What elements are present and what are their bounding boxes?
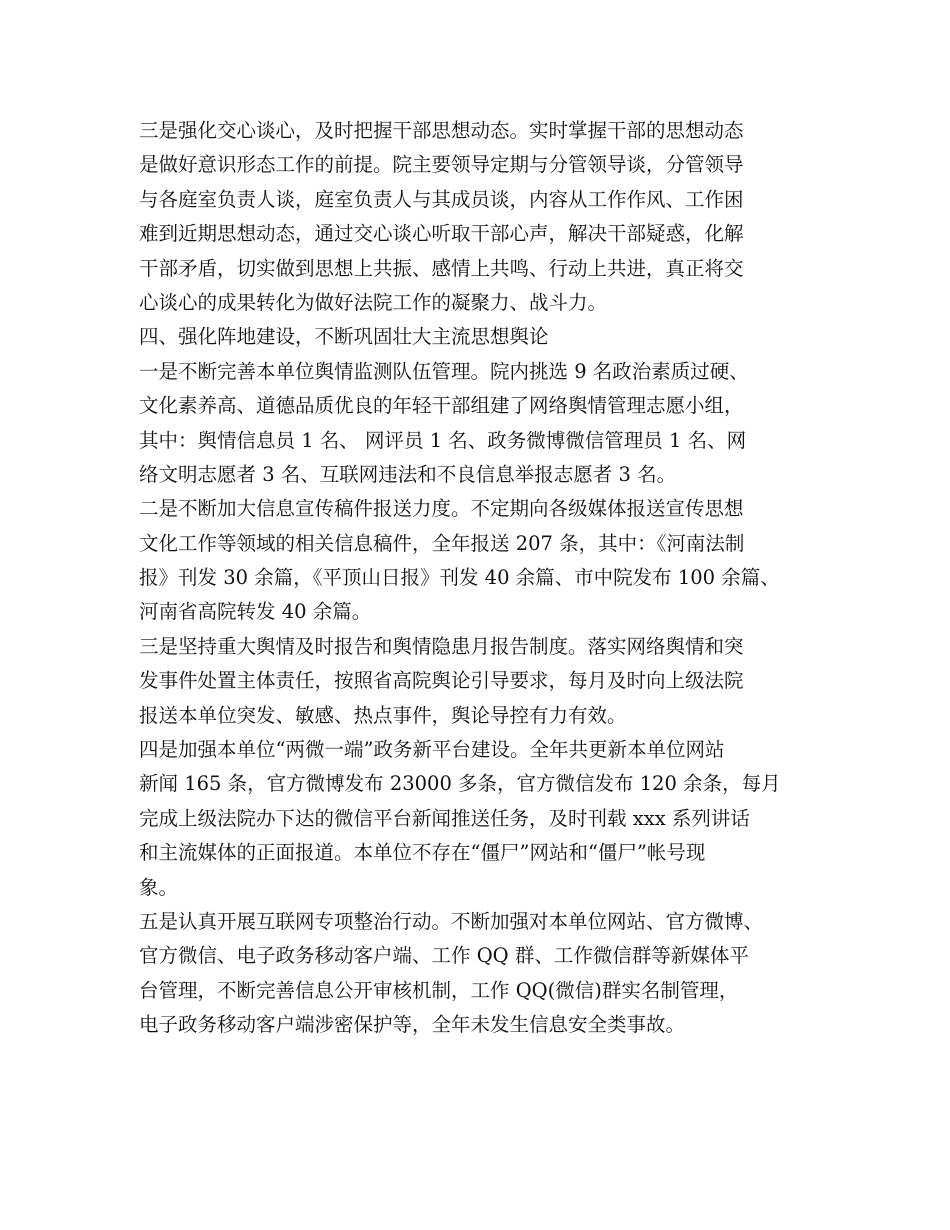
text-line: 和主流媒体的正面报道。本单位不存在“僵尸”网站和“僵尸”帐号现 xyxy=(139,841,706,865)
text-line: 三是坚持重大舆情及时报告和舆情隐患月报告制度。落实网络舆情和突 xyxy=(139,634,744,658)
text-line: 与各庭室负责人谈，庭室负责人与其成员谈，内容从工作作风、工作困 xyxy=(139,187,744,211)
text-line: 台管理，不断完善信息公开审核机制，工作 QQ(微信)群实名制管理， xyxy=(139,978,739,1002)
text-line: 报》刊发 30 余篇，《平顶山日报》刊发 40 余篇、市中院发布 100 余篇、 xyxy=(139,566,780,590)
text-line: 其中：舆情信息员 1 名、 网评员 1 名、政务微博微信管理员 1 名、网 xyxy=(139,428,747,452)
section-heading: 四、强化阵地建设，不断巩固壮大主流思想舆论 xyxy=(139,325,549,349)
text-line: 文化素养高、道德品质优良的年轻干部组建了网络舆情管理志愿小组， xyxy=(139,394,744,418)
text-line: 三是强化交心谈心，及时把握干部思想动态。实时掌握干部的思想动态 xyxy=(139,119,744,142)
text-line: 难到近期思想动态，通过交心谈心听取干部心声，解决干部疑惑，化解 xyxy=(139,222,744,246)
text-line: 心谈心的成果转化为做好法院工作的凝聚力、战斗力。 xyxy=(139,290,608,314)
text-line: 象。 xyxy=(139,875,179,899)
text-line: 五是认真开展互联网专项整治行动。不断加强对本单位网站、官方微博、 xyxy=(139,909,764,933)
text-line: 完成上级法院办下达的微信平台新闻推送任务，及时刊载 xxx 系列讲话 xyxy=(139,806,750,830)
text-line: 文化工作等领域的相关信息稿件，全年报送 207 条，其中：《河南法制 xyxy=(139,531,745,555)
text-line: 发事件处置主体责任，按照省高院舆论引导要求，每月及时向上级法院 xyxy=(139,669,744,693)
document-body xyxy=(139,114,829,1043)
text-line: 四是加强本单位“两微一端”政务新平台建设。全年共更新本单位网站 xyxy=(139,738,725,762)
text-line: 官方微信、电子政务移动客户端、工作 QQ 群、工作微信群等新媒体平 xyxy=(139,944,749,968)
text-line: 电子政务移动客户端涉密保护等，全年未发生信息安全类事故。 xyxy=(139,1013,686,1037)
text-line: 是做好意识形态工作的前提。院主要领导定期与分管领导谈，分管领导 xyxy=(139,153,744,177)
text-line: 干部矛盾，切实做到思想上共振、感情上共鸣、行动上共进，真正将交 xyxy=(139,256,744,280)
text-line: 二是不断加大信息宣传稿件报送力度。不定期向各级媒体报送宣传思想 xyxy=(139,497,744,521)
text-line: 一是不断完善本单位舆情监测队伍管理。院内挑选 9 名政治素质过硬、 xyxy=(139,359,749,383)
text-line: 新闻 165 条，官方微博发布 23000 多条，官方微信发布 120 余条，每月 xyxy=(139,772,781,796)
text-line: 河南省高院转发 40 余篇。 xyxy=(139,600,372,624)
text-line: 报送本单位突发、敏感、热点事件，舆论导控有力有效。 xyxy=(139,703,627,727)
text-line: 络文明志愿者 3 名、互联网违法和不良信息举报志愿者 3 名。 xyxy=(139,462,677,486)
